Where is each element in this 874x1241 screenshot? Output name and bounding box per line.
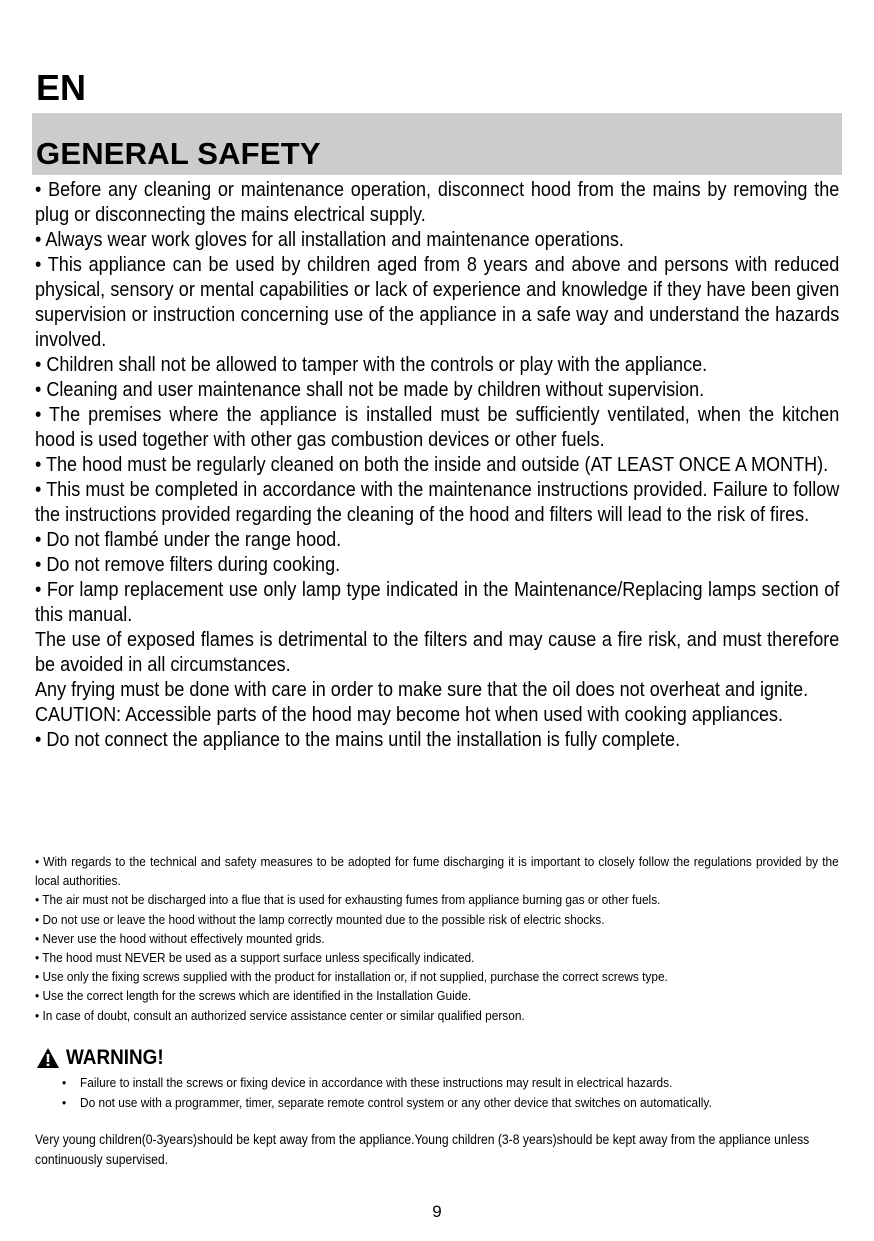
warning-item-text: Do not use with a programmer, timer, separate remote control system or any other device that switches on automatically. (80, 1094, 712, 1110)
instruction-item: CAUTION: Accessible parts of the hood may become hot when used with cooking appliances. (35, 703, 784, 726)
page-number: 9 (432, 1202, 442, 1221)
warning-triangle-icon (36, 1047, 60, 1069)
warning-item (62, 1073, 841, 1093)
warning-heading (36, 1045, 175, 1071)
warning-label: WARNING! (66, 1046, 164, 1069)
instruction-item: • Do not remove filters during cooking. (35, 553, 341, 576)
warning-list (62, 1073, 842, 1112)
instruction-item: • Before any cleaning or maintenance operation, disconnect hood from the mains by removing the plug or disconnecting the mains electrical supply. (35, 178, 840, 226)
instruction-item: • Children shall not be allowed to tamper with the controls or play with the appliance. (35, 353, 708, 376)
language-code: EN (36, 67, 87, 108)
warning-item-text: Failure to install the screws or fixing device in accordance with these instructions may result in electrical hazards. (80, 1075, 673, 1090)
instruction-item: Any frying must be done with care in order to make sure that the oil does not overheat and ignite. (35, 678, 809, 701)
instruction-item: • The hood must be regularly cleaned on both the inside and outside (AT LEAST ONCE A MONTH). (35, 453, 829, 476)
instruction-item: • Cleaning and user maintenance shall not be made by children without supervision. (35, 378, 705, 401)
section-title-bar (32, 113, 842, 175)
instruction-item: • This must be completed in accordance with the maintenance instructions provided. Failure to follow the instructions provided regarding the cleaning of the hood and filters will lead to the risk of fires. (35, 478, 840, 526)
note-item: • Never use the hood without effectively mounted grids. (35, 930, 325, 946)
children-note: Very young children(0-3years)should be kept away from the appliance.Young children (3-8 years)should be kept away from the appliance unless continuously supervised. (35, 1132, 810, 1167)
note-item: • With regards to the technical and safety measures to be adopted for fume discharging it is important to closely follow the regulations provided by the local authorities. (35, 854, 839, 889)
note-item: • Use only the fixing screws supplied with the product for installation or, if not supplied, purchase the correct screws type. (35, 969, 668, 985)
safety-instructions-list (35, 177, 839, 752)
note-item: • The air must not be discharged into a flue that is used for exhausting fumes from appliance burning gas or other fuels. (35, 892, 661, 908)
note-item: • Use the correct length for the screws which are identified in the Installation Guide. (35, 988, 472, 1004)
instruction-item: • This appliance can be used by children aged from 8 years and above and persons with reduced physical, sensory or mental capabilities or lack of experience and knowledge if they have been given supervision or instruction concerning use of the appliance in a safe way and understand the hazards involved. (35, 253, 840, 351)
note-item: • The hood must NEVER be used as a support surface unless specifically indicated. (35, 950, 475, 966)
installation-notes-list (35, 852, 839, 1025)
instruction-item: • The premises where the appliance is installed must be sufficiently ventilated, when the kitchen hood is used together with other gas combustion devices or other fuels. (35, 403, 840, 451)
instruction-item: The use of exposed flames is detrimental to the filters and may cause a fire risk, and must therefore be avoided in all circumstances. (35, 628, 840, 676)
note-item: • In case of doubt, consult an authorized service assistance center or similar qualified person. (35, 1007, 525, 1023)
instruction-item: • Always wear work gloves for all installation and maintenance operations. (35, 228, 624, 251)
warning-item (62, 1093, 841, 1113)
instruction-item: • Do not connect the appliance to the mains until the installation is fully complete. (35, 728, 681, 751)
bullet-icon: • (62, 1075, 67, 1090)
section-title: GENERAL SAFETY (36, 136, 321, 171)
instruction-item: • Do not flambé under the range hood. (35, 528, 342, 551)
bullet-icon: • (62, 1094, 67, 1110)
note-item: • Do not use or leave the hood without the lamp correctly mounted due to the possible risk of electric shocks. (35, 911, 605, 927)
instruction-item: • For lamp replacement use only lamp type indicated in the Maintenance/Replacing lamps section of this manual. (35, 578, 840, 626)
